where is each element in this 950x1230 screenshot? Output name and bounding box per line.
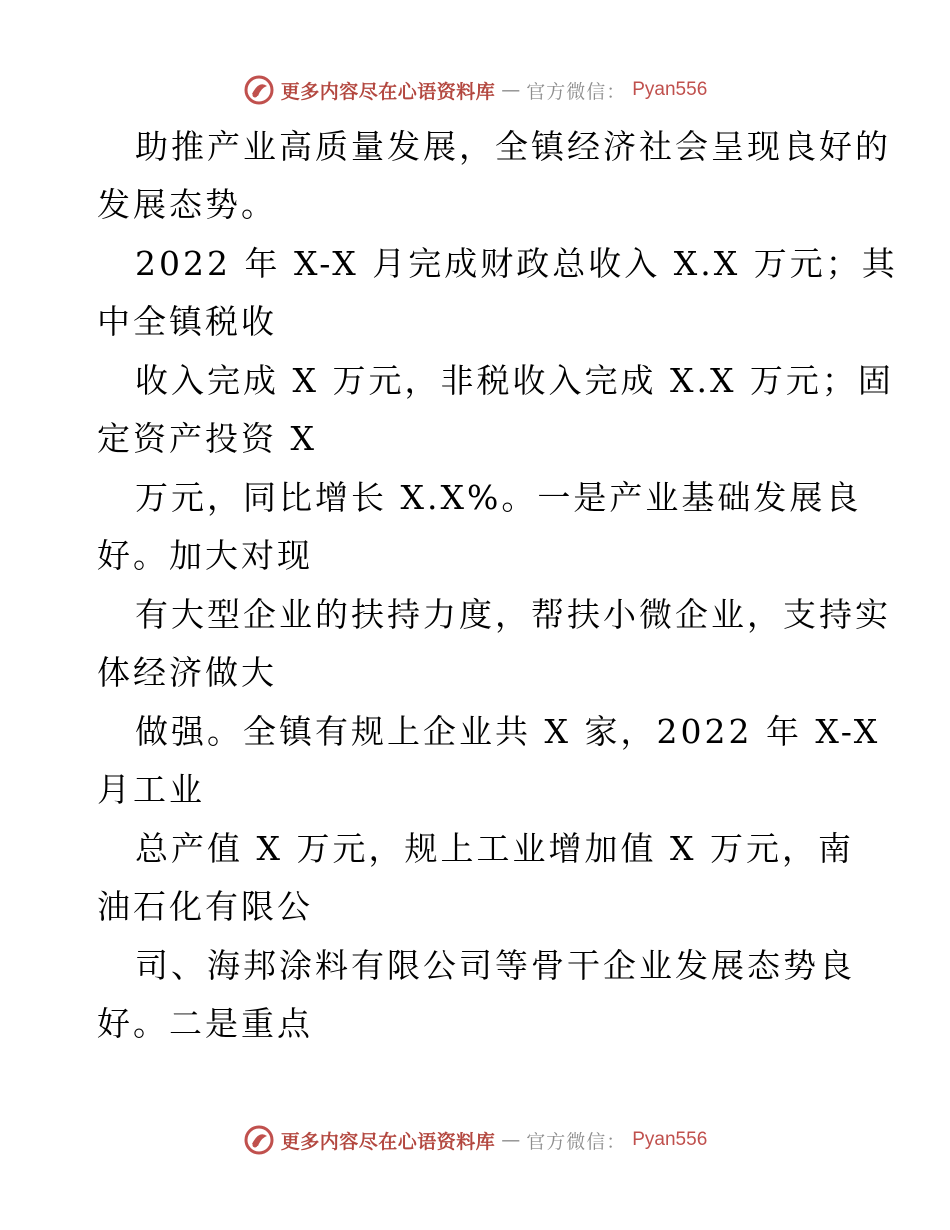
text-line: 有大型企业的扶持力度，帮扶小微企业，支持实 [135, 595, 891, 634]
text-line: 万元，同比增长 X.X%。一是产业基础发展良 [135, 478, 862, 517]
header-watermark [0, 70, 950, 110]
text-line: 好。加大对现 [97, 536, 313, 575]
watermark-dash: — [501, 79, 521, 101]
watermark-wechat-label: 官方微信： [526, 80, 627, 103]
watermark-wechat-id: Pyan556 [632, 79, 708, 100]
text-line: 司、海邦涂料有限公司等骨干企业发展态势良 [135, 946, 855, 985]
text-line: 助推产业高质量发展，全镇经济社会呈现良好的 [135, 127, 891, 166]
text-line: 定资产投资 X [97, 419, 317, 458]
text-line: 收入完成 X 万元，非税收入完成 X.X 万元；固 [135, 361, 894, 400]
text-line: 做强。全镇有规上企业共 X 家，2022 年 X-X [135, 712, 881, 751]
watermark-brand: 更多内容尽在心语资料库 [280, 80, 496, 103]
text-line: 体经济做大 [97, 653, 277, 692]
swirl-logo-icon [243, 1124, 275, 1156]
watermark-wechat-id: Pyan556 [632, 1129, 708, 1150]
watermark-brand: 更多内容尽在心语资料库 [280, 1130, 496, 1153]
text-line: 发展态势。 [97, 185, 277, 224]
text-line: 月工业 [97, 770, 205, 809]
text-line: 2022 年 X-X 月完成财政总收入 X.X 万元；其 [135, 244, 898, 283]
text-line: 油石化有限公 [97, 887, 313, 926]
swirl-logo-icon [243, 74, 275, 106]
text-line: 总产值 X 万元，规上工业增加值 X 万元，南 [135, 829, 854, 868]
text-line: 好。二是重点 [97, 1004, 313, 1043]
footer-watermark [0, 1120, 950, 1160]
watermark-wechat-label: 官方微信： [526, 1130, 627, 1153]
text-line: 中全镇税收 [97, 302, 277, 341]
watermark-dash: — [501, 1129, 521, 1151]
